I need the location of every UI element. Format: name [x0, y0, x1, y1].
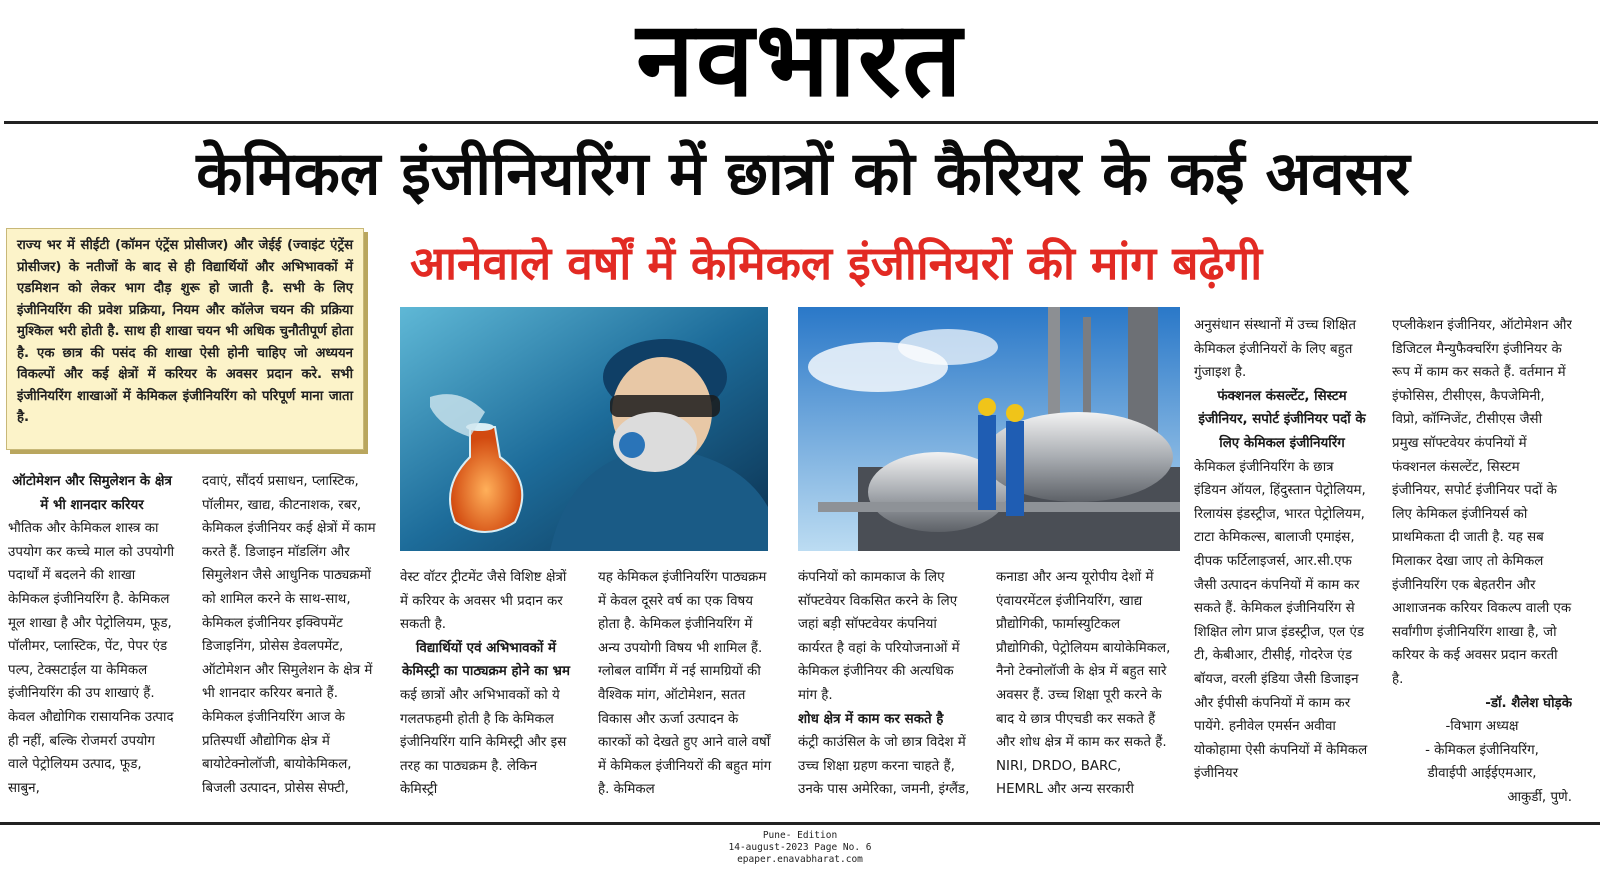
section-heading-misconception: विद्यार्थियों एवं अभिभावकों में केमिस्ट्री का पाठ्यक्रम होने का भ्रम	[402, 640, 570, 680]
intro-box: राज्य भर में सीईटी (कॉमन एंट्रेंस प्रोसीजर) और जेईई (ज्वाइंट एंट्रेंस प्रोसीजर) के नतीजों के बाद से ही विद्यार्थियों और अभिभावकों में एडमिशन को लेकर भाग दौड़ शुरू हो जाती है. सभी के लिए इंजीनियरिंग की प्रवेश प्रक्रिया, नियम और कॉलेज चयन की प्रक्रिया मुश्किल भरी होती है. साथ ही शाखा चयन भी अधिक चुनौतीपूर्ण होता है. एक छात्र की पसंद की शाखा ऐसी होनी चाहिए जो अध्ययन विकल्पों और कई क्षेत्रों में करियर के अवसर प्रदान करे. सभी इंजीनियरिंग शाखाओं में केमिकल इंजीनियरिंग को परिपूर्ण माना जाता है.	[6, 228, 364, 450]
section-heading-research: शोध क्षेत्र में काम कर सकते है	[798, 711, 944, 727]
column-text: यह केमिकल इंजीनियरिंग पाठ्यक्रम में केवल दूसरे वर्ष का एक विषय होता है. केमिकल इंजीनियरिंग में अन्य उपयोगी विषय भी शामिल हैं. ग्लोबल वार्मिंग में नई सामग्रियों की वैश्विक मांग, ऑटोमेशन, सतत विकास और ऊर्जा उत्पादन के कारकों को देखते हुए आने वाले वर्षों में केमिकल इंजीनियरों की बहुत मांग है. केमिकल	[598, 570, 772, 798]
photo-chemical-plant	[798, 307, 1180, 551]
photo-lab-scientist	[400, 307, 768, 551]
article-column-6	[996, 566, 1172, 820]
date-page-label: 14-august-2023 Page No. 6	[728, 842, 872, 853]
column-text: केमिकल इंजीनियरिंग के छात्र इंडियन ऑयल, हिंदुस्तान पेट्रोलियम, रिलायंस इंडस्ट्रीज, भारत पेट्रोलियम, टाटा केमिकल्स, बालाजी एमाइंस, दीपक फर्टिलाइजर्स, आर.सी.एफ जैसी उत्पादन कंपनियों में काम कर सकते हैं. केमिकल इंजीनियरिंग से शिक्षित लोग प्राज इंडस्ट्रीज, एल एंड टी, केबीआर, टीसीई, गोदरेज एंड बॉयज, वरली इंडिया जैसी डिजाइन और ईपीसी कंपनियों में काम कर पायेंगे. हनीवेल एमर्सन अवीवा योकोहामा ऐसी कंपनियों में केमिकल इंजीनियर	[1194, 459, 1368, 782]
sub-headline: आनेवाले वर्षों में केमिकल इंजीनियरों की मांग बढ़ेगी	[410, 236, 1263, 290]
main-headline: केमिकल इंजीनियरिंग में छात्रों को कैरियर के कई अवसर	[196, 139, 1410, 209]
column-text: दवाएं, सौंदर्य प्रसाधन, प्लास्टिक, पॉलीमर, खाद्य, कीटनाशक, रबर, केमिकल इंजीनियर कई क्षेत्रों में काम करते हैं. डिजाइन मॉडलिंग और सिमुलेशन जैसे आधुनिक पाठ्यक्रमों को शामिल करने के साथ-साथ, केमिकल इंजीनियर इक्विपमेंट डिजाइनिंग, प्रोसेस डेवलपमेंट, ऑटोमेशन और सिमुलेशन के क्षेत्र में भी शानदार करियर बनाते हैं. केमिकल इंजीनियरिंग आज के प्रतिस्पर्धी औद्योगिक क्षेत्र में बायोटेक्नोलॉजी, बायोकेमिकल, बिजली उत्पादन, प्रोसेस सेफ्टी,	[202, 474, 376, 796]
section-heading-automation: ऑटोमेशन और सिमुलेशन के क्षेत्र में भी शानदार करियर	[12, 474, 172, 513]
column-text: कंपनियों को कामकाज के लिए सॉफ्टवेयर विकसित करने के लिए जहां बड़ी सॉफ्टवेयर कंपनियां कार्यरत है वहां के परियोजनाओं में केमिकल इंजीनियर की अत्यधिक मांग है.	[798, 570, 960, 703]
article-column-3	[400, 566, 572, 820]
column-text: वेस्ट वॉटर ट्रीटमेंट जैसे विशिष्ट क्षेत्रों में करियर के अवसर भी प्रदान कर सकती है.	[400, 570, 567, 633]
article-column-8	[1392, 314, 1572, 820]
column-text: भौतिक और केमिकल शास्त्र का उपयोग कर कच्चे माल को उपयोगी पदार्थों में बदलने की शाखा केमिकल इंजीनियरिंग है. केमिकल मूल शाखा है और पेट्रोलियम, फूड, पॉलीमर, प्लास्टिक, पेंट, पेपर एंड पल्प, टेक्सटाईल या केमिकल इंजीनियरिंग की उप शाखाएं हैं. केवल औद्योगिक रासायनिक उत्पाद ही नहीं, बल्कि रोजमर्रा उपयोग वाले पेट्रोलियम उत्पाद, फूड, साबुन,	[8, 521, 175, 796]
article-column-5	[798, 566, 974, 820]
article-column-2	[202, 470, 378, 820]
column-text: कई छात्रों और अभिभावकों को ये गलतफहमी होती है कि केमिकल इंजीनियरिंग यानि केमिस्ट्री और इस तरह का पाठ्यक्रम है. लेकिन केमिस्ट्री	[400, 687, 567, 798]
article-column-1	[8, 470, 176, 820]
author-city: आकुर्डी, पुणे.	[1507, 789, 1572, 805]
author-institute: डीवाईपी आईईएमआर,	[1427, 766, 1537, 782]
bottom-rule	[0, 822, 1600, 825]
edition-label: Pune- Edition	[762, 830, 838, 841]
website-label: epaper.enavabharat.com	[737, 854, 863, 865]
top-rule	[4, 121, 1598, 124]
column-text: अनुसंधान संस्थानों में उच्च शिक्षित केमिकल इंजीनियरों के लिए बहुत गुंजाइश है.	[1194, 318, 1356, 381]
article-column-4	[598, 566, 772, 820]
edition-footer	[0, 830, 1600, 866]
author-name: -डॉ. शैलेश घोड़के	[1485, 695, 1572, 711]
masthead-logo: नवभारत	[636, 0, 964, 120]
author-role: -विभाग अध्यक्ष	[1445, 719, 1519, 735]
column-text: एप्लीकेशन इंजीनियर, ऑटोमेशन और डिजिटल मैन्युफैक्चरिंग इंजीनियर के रूप में काम कर सकते हैं. वर्तमान में इंफोसिस, टीसीएस, कैपजेमिनी, विप्रो, कॉग्निजेंट, टीसीएस जैसी प्रमुख सॉफ्टवेयर कंपनियों में फंक्शनल कंसल्टेंट, सिस्टम इंजीनियर, सपोर्ट इंजीनियर पदों के लिए केमिकल इंजीनियर्स को प्राथमिकता दी जाती है. यह सब मिलाकर देखा जाए तो केमिकल इंजीनियरिंग एक बेहतरीन और आशाजनक करियर विकल्प वाली एक सर्वांगीण इंजीनियरिंग शाखा है, जो करियर के कई अवसर प्रदान करती है.	[1392, 318, 1572, 687]
author-department: - केमिकल इंजीनियरिंग,	[1425, 742, 1539, 758]
column-text: कनाडा और अन्य यूरोपीय देशों में एंवायरमेंटल इंजीनियरिंग, खाद्य प्रौद्योगिकी, फार्मास्युटिकल प्रौद्योगिकी, पेट्रोलियम बायोकेमिकल, नैनो टेक्नोलॉजी के क्षेत्र में बहुत सारे अवसर हैं. उच्च शिक्षा पूरी करने के बाद ये छात्र पीएचडी कर सकते हैं और शोध क्षेत्र में काम कर सकते हैं. NIRI, DRDO, BARC, HEMRL और अन्य सरकारी	[996, 570, 1171, 798]
article-column-7	[1194, 314, 1370, 820]
column-text: कंट्री काउंसिल के जो छात्र विदेश में उच्च शिक्षा ग्रहण करना चाहते हैं, उनके पास अमेरिका, जमनी, इंग्लैंड,	[798, 735, 970, 798]
section-heading-consultant: फंक्शनल कंसल्टेंट, सिस्टम इंजीनियर, सपोर्ट इंजीनियर पदों के लिए केमिकल इंजीनियरिंग	[1198, 388, 1366, 451]
